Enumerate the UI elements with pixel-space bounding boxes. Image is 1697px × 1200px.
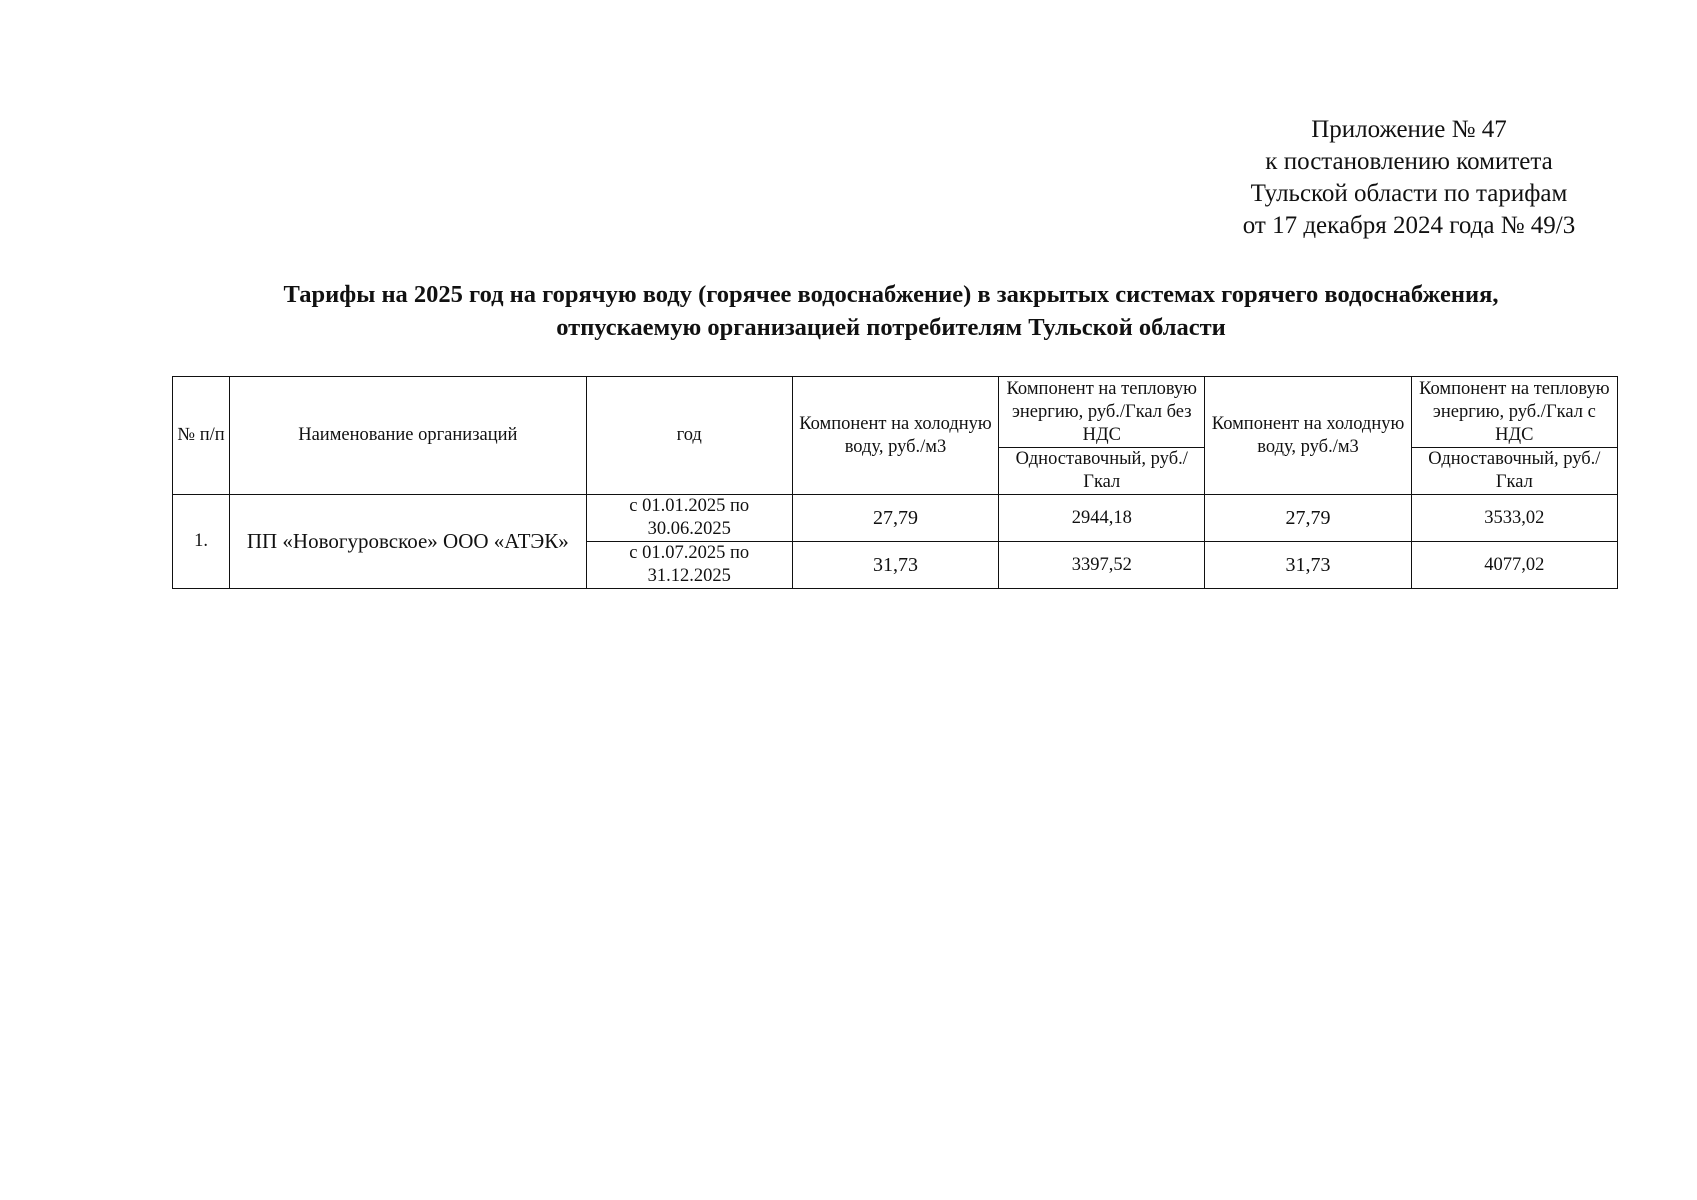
- heat-no-vat-value: 3397,52: [999, 542, 1205, 589]
- period-cell: с 01.07.2025 по 31.12.2025: [586, 542, 792, 589]
- document-title-line1: Тарифы на 2025 год на горячую воду (горячее водоснабжение) в закрытых системах горячего водоснабжения,: [283, 281, 1499, 308]
- header-single-rate-vat: Одноставочный, руб./Гкал: [1411, 448, 1617, 495]
- heat-vat-value: 3533,02: [1411, 495, 1617, 542]
- cold-water-vat-value: 31,73: [1205, 542, 1411, 589]
- appendix-date: от 17 декабря 2024 года № 49/3: [1242, 212, 1576, 239]
- header-num: № п/п: [173, 377, 230, 495]
- header-cold-water: Компонент на холодную воду, руб./м3: [792, 377, 998, 495]
- table-header-row: [173, 377, 1618, 448]
- heat-no-vat-value: 2944,18: [999, 495, 1205, 542]
- cold-water-value: 31,73: [792, 542, 998, 589]
- organization-name: ПП «Новогуровское» ООО «АТЭК»: [230, 495, 586, 589]
- appendix-committee: Тульской области по тарифам: [1250, 180, 1568, 207]
- header-org: Наименование организаций: [230, 377, 586, 495]
- row-num: 1.: [173, 495, 230, 589]
- appendix-number: Приложение № 47: [1311, 116, 1507, 143]
- header-heat-no-vat: Компонент на тепловую энергию, руб./Гкал без НДС: [999, 377, 1205, 448]
- appendix-resolution: к постановлению комитета: [1265, 148, 1553, 175]
- header-single-rate: Одноставочный, руб./Гкал: [999, 448, 1205, 495]
- tariffs-table: [172, 376, 1618, 589]
- header-cold-water-vat: Компонент на холодную воду, руб./м3: [1205, 377, 1411, 495]
- heat-vat-value: 4077,02: [1411, 542, 1617, 589]
- cold-water-value: 27,79: [792, 495, 998, 542]
- cold-water-vat-value: 27,79: [1205, 495, 1411, 542]
- document-title: [170, 278, 1612, 344]
- appendix-block: [1199, 114, 1619, 242]
- period-cell: с 01.01.2025 по 30.06.2025: [586, 495, 792, 542]
- header-heat-vat: Компонент на тепловую энергию, руб./Гкал с НДС: [1411, 377, 1617, 448]
- table-row: [173, 495, 1618, 542]
- header-year: год: [586, 377, 792, 495]
- document-title-line2: отпускаемую организацией потребителям Тульской области: [556, 314, 1226, 341]
